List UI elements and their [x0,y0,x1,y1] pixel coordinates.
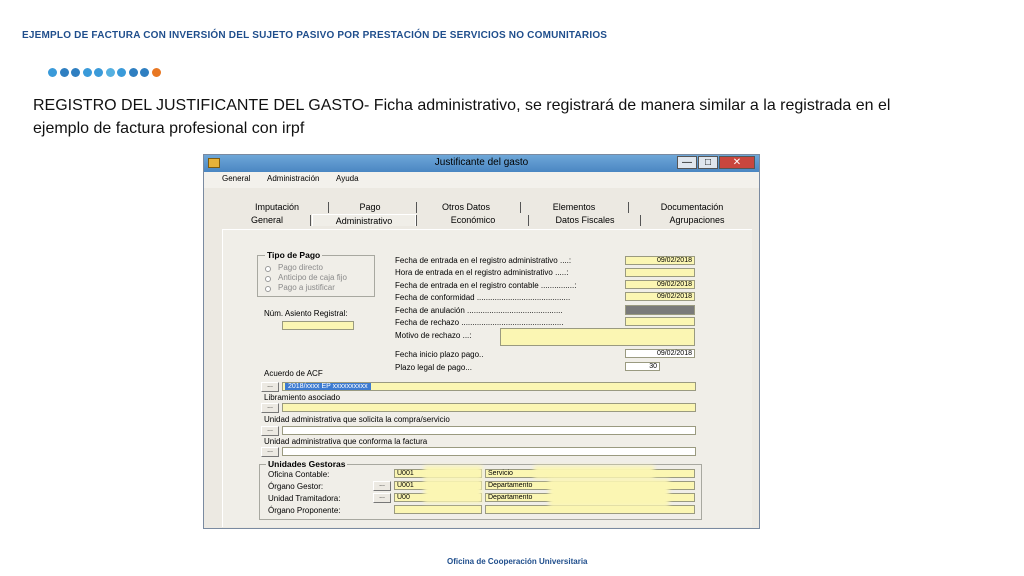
tab-economico[interactable]: Económico [450,215,496,225]
radio-label-pago-justificar: Pago a justificar [278,283,335,292]
unidad-tramitadora-name[interactable]: Departamento [485,493,695,502]
menu-ayuda[interactable]: Ayuda [336,174,359,183]
menu-administracion[interactable]: Administración [267,174,320,183]
slide-description: REGISTRO DEL JUSTIFICANTE DEL GASTO- Ficha administrativo, se registrará de manera similar a la registrada en el ejemplo de factura profesional con irpf [33,97,891,137]
redaction-blur [424,479,482,503]
plazo-legal-label: Plazo legal de pago... [395,363,472,372]
unidad-conforma-field[interactable] [282,447,696,456]
libramiento-field[interactable] [282,403,696,412]
decorative-dot [106,68,115,77]
unidad-tramitadora-lookup-button[interactable]: ... [373,493,391,503]
fecha-rechazo-field[interactable] [625,317,695,326]
libramiento-label: Libramiento asociado [264,393,341,402]
tab-otros-datos[interactable]: Otros Datos [441,202,490,212]
radio-label-anticipo-caja: Anticipo de caja fijo [278,273,347,282]
plazo-legal-field[interactable]: 30 [625,362,660,371]
acuerdo-acf-value: 2018/xxxx EP xxxxxxxxxx [285,383,371,390]
fecha-entrada-admin-field[interactable]: 09/02/2018 [625,256,695,265]
decorative-dot [129,68,138,77]
slide-title: EJEMPLO DE FACTURA CON INVERSIÓN DEL SUJETO PASIVO POR PRESTACIÓN DE SERVICIOS NO COMUNITARIOS [22,30,608,41]
num-asiento-field[interactable] [282,321,354,330]
tipo-pago-title: Tipo de Pago [267,250,321,260]
unidad-solicita-label: Unidad administrativa que solicita la compra/servicio [264,415,450,424]
unidad-tramitadora-label: Unidad Tramitadora: [268,494,341,503]
motivo-rechazo-label: Motivo de rechazo ...: [395,331,472,340]
decorative-dot [60,68,69,77]
unidad-solicita-field[interactable] [282,426,696,435]
radio-label-pago-directo: Pago directo [278,263,323,272]
organo-gestor-lookup-button[interactable]: ... [373,481,391,491]
organo-gestor-label: Órgano Gestor: [268,482,324,491]
organo-gestor-name[interactable]: Departamento [485,481,695,490]
redaction-blur [424,466,482,479]
unidades-gestoras-title: Unidades Gestoras [268,459,346,469]
window-titlebar [204,155,759,172]
tab-general[interactable]: General [250,215,284,225]
menu-general[interactable]: General [222,174,251,183]
oficina-contable-code[interactable]: U001 [394,469,482,478]
unidad-conforma-label: Unidad administrativa que conforma la factura [264,437,428,446]
tab-elementos[interactable]: Elementos [552,202,596,212]
fecha-conformidad-field[interactable]: 09/02/2018 [625,292,695,301]
fecha-inicio-plazo-field[interactable]: 09/02/2018 [625,349,695,358]
fecha-inicio-plazo-label: Fecha inicio plazo pago.. [395,350,484,359]
libramiento-lookup-button[interactable]: ... [261,403,279,413]
unidad-solicita-lookup-button[interactable]: ... [261,426,279,436]
tab-pago[interactable]: Pago [359,202,381,212]
fecha-anulacion-label: Fecha de anulación ........................................... [395,306,563,315]
unidad-tramitadora-code[interactable]: U00 [394,493,482,502]
decorative-dot [71,68,80,77]
fecha-entrada-contable-field[interactable]: 09/02/2018 [625,280,695,289]
window-title: Justificante del gasto [434,157,529,168]
tab-documentacion[interactable]: Documentación [660,202,724,212]
oficina-contable-name[interactable]: Servicio [485,469,695,478]
organo-gestor-code[interactable]: U001 [394,481,482,490]
decorative-dot [94,68,103,77]
redaction-blur [534,466,654,479]
radio-pago-directo[interactable] [265,266,271,272]
minimize-icon[interactable]: — [677,156,697,169]
organo-proponente-label: Órgano Proponente: [268,506,341,515]
acuerdo-acf-label: Acuerdo de ACF [264,369,323,378]
num-asiento-label: Núm. Asiento Registral: [264,309,348,318]
close-icon[interactable]: ✕ [719,156,755,169]
organo-proponente-code[interactable] [394,505,482,514]
fecha-anulacion-field[interactable] [625,305,695,315]
tab-datos-fiscales[interactable]: Datos Fiscales [555,215,615,225]
tab-administrativo[interactable]: Administrativo [312,214,416,226]
decorative-dot [83,68,92,77]
fecha-conformidad-label: Fecha de conformidad .......................................... [395,293,571,302]
tab-imputacion[interactable]: Imputación [254,202,300,212]
menu-bar [204,172,759,188]
oficina-contable-label: Oficina Contable: [268,470,330,479]
radio-anticipo-caja[interactable] [265,276,271,282]
decorative-dot [152,68,161,77]
fecha-entrada-admin-label: Fecha de entrada en el registro administrativo ....: [395,256,572,265]
maximize-icon[interactable]: □ [698,156,718,169]
decorative-dot [48,68,57,77]
fecha-rechazo-label: Fecha de rechazo .............................................. [395,318,564,327]
justificante-window [203,154,760,529]
unidad-conforma-lookup-button[interactable]: ... [261,447,279,457]
radio-pago-justificar[interactable] [265,286,271,292]
slide-footer: Oficina de Cooperación Universitaria [447,557,588,566]
tab-agrupaciones[interactable]: Agrupaciones [669,215,725,225]
acuerdo-acf-field[interactable] [282,382,696,391]
motivo-rechazo-field[interactable] [500,328,695,346]
decorative-dot [140,68,149,77]
decorative-dot [117,68,126,77]
fecha-entrada-contable-label: Fecha de entrada en el registro contable ...............: [395,281,577,290]
redaction-blur [549,479,669,507]
hora-entrada-admin-label: Hora de entrada en el registro administrativo .....: [395,268,569,277]
acuerdo-acf-lookup-button[interactable]: ... [261,382,279,392]
hora-entrada-admin-field[interactable] [625,268,695,277]
